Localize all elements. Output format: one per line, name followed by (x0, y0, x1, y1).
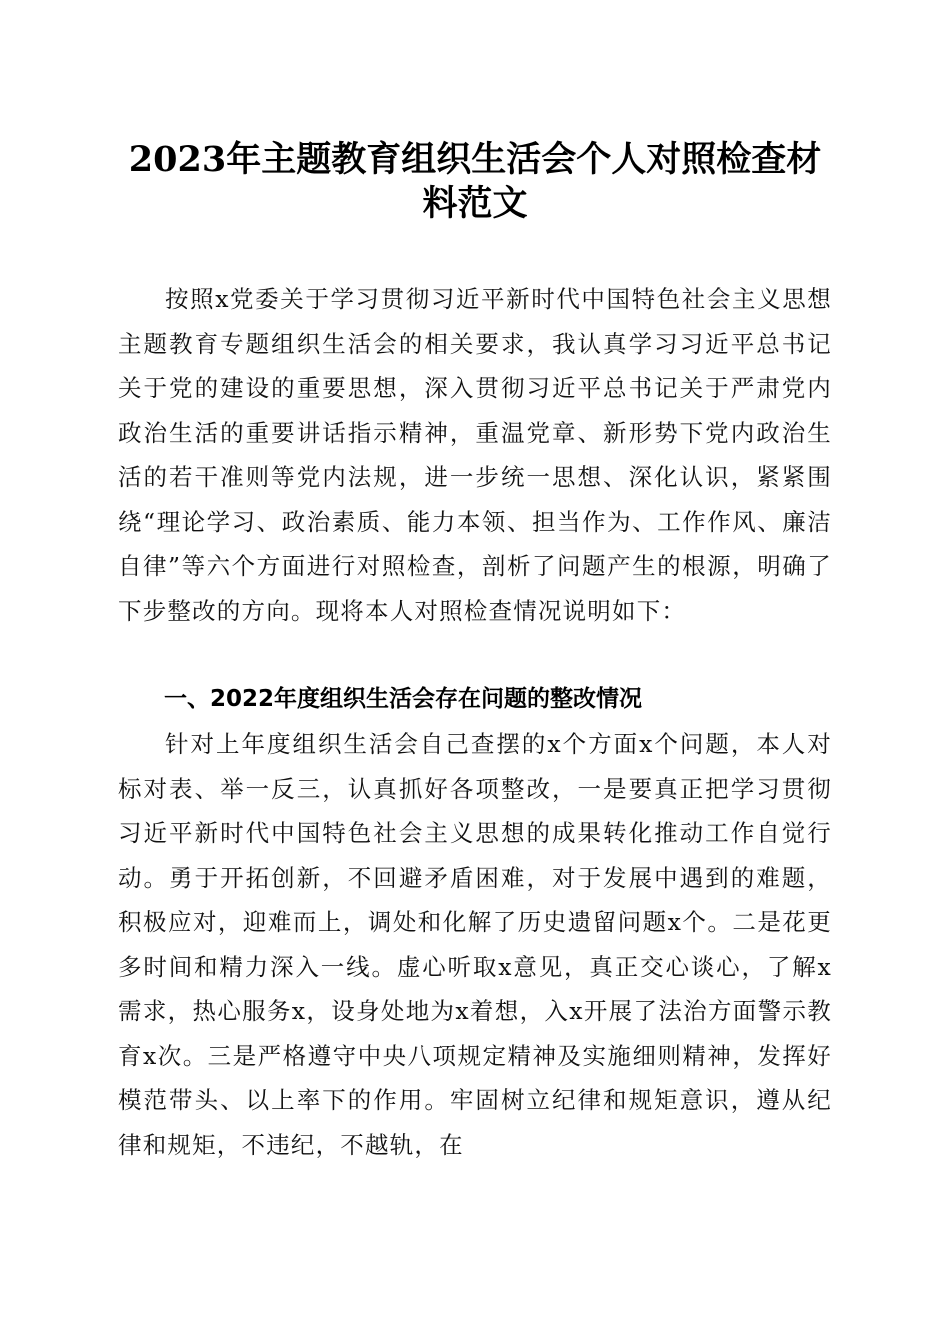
document-title: 2023年主题教育组织生活会个人对照检查材料范文 (128, 139, 822, 224)
intro-paragraph: 按照x党委关于学习贯彻习近平新时代中国特色社会主义思想主题教育专题组织生活会的相关要求，我认真学习习近平总书记关于党的建设的重要思想，深入贯彻习近平总书记关于严肃党内政治生活的重要讲话指示精神，重温党章、新形势下党内政治生活的若干准则等党内法规，进一步统一思想、深化认识，紧紧围绕“理论学习、政治素质、能力本领、担当作为、工作作风、廉洁自律”等六个方面进行对照检查，剖析了问题产生的根源，明确了下步整改的方向。现将本人对照检查情况说明如下： (118, 285, 832, 625)
section-paragraph: 针对上年度组织生活会自己查摆的x个方面x个问题，本人对标对表、举一反三，认真抓好各项整改，一是要真正把学习贯彻习近平新时代中国特色社会主义思想的成果转化推动工作自觉行动。勇于开拓创新，不回避矛盾困难，对于发展中遇到的难题，积极应对，迎难而上，调处和化解了历史遗留问题x个。二是花更多时间和精力深入一线。虚心听取x意见，真正交心谈心，了解x需求，热心服务x，设身处地为x着想，入x开展了法治方面警示教育x次。三是严格遵守中央八项规定精神及实施细则精神，发挥好模范带头、以上率下的作用。牢固树立纪律和规矩意识，遵从纪律和规矩，不违纪，不越轨，在 (118, 730, 832, 1159)
section-heading: 一、2022年度组织生活会存在问题的整改情况 (164, 686, 643, 712)
